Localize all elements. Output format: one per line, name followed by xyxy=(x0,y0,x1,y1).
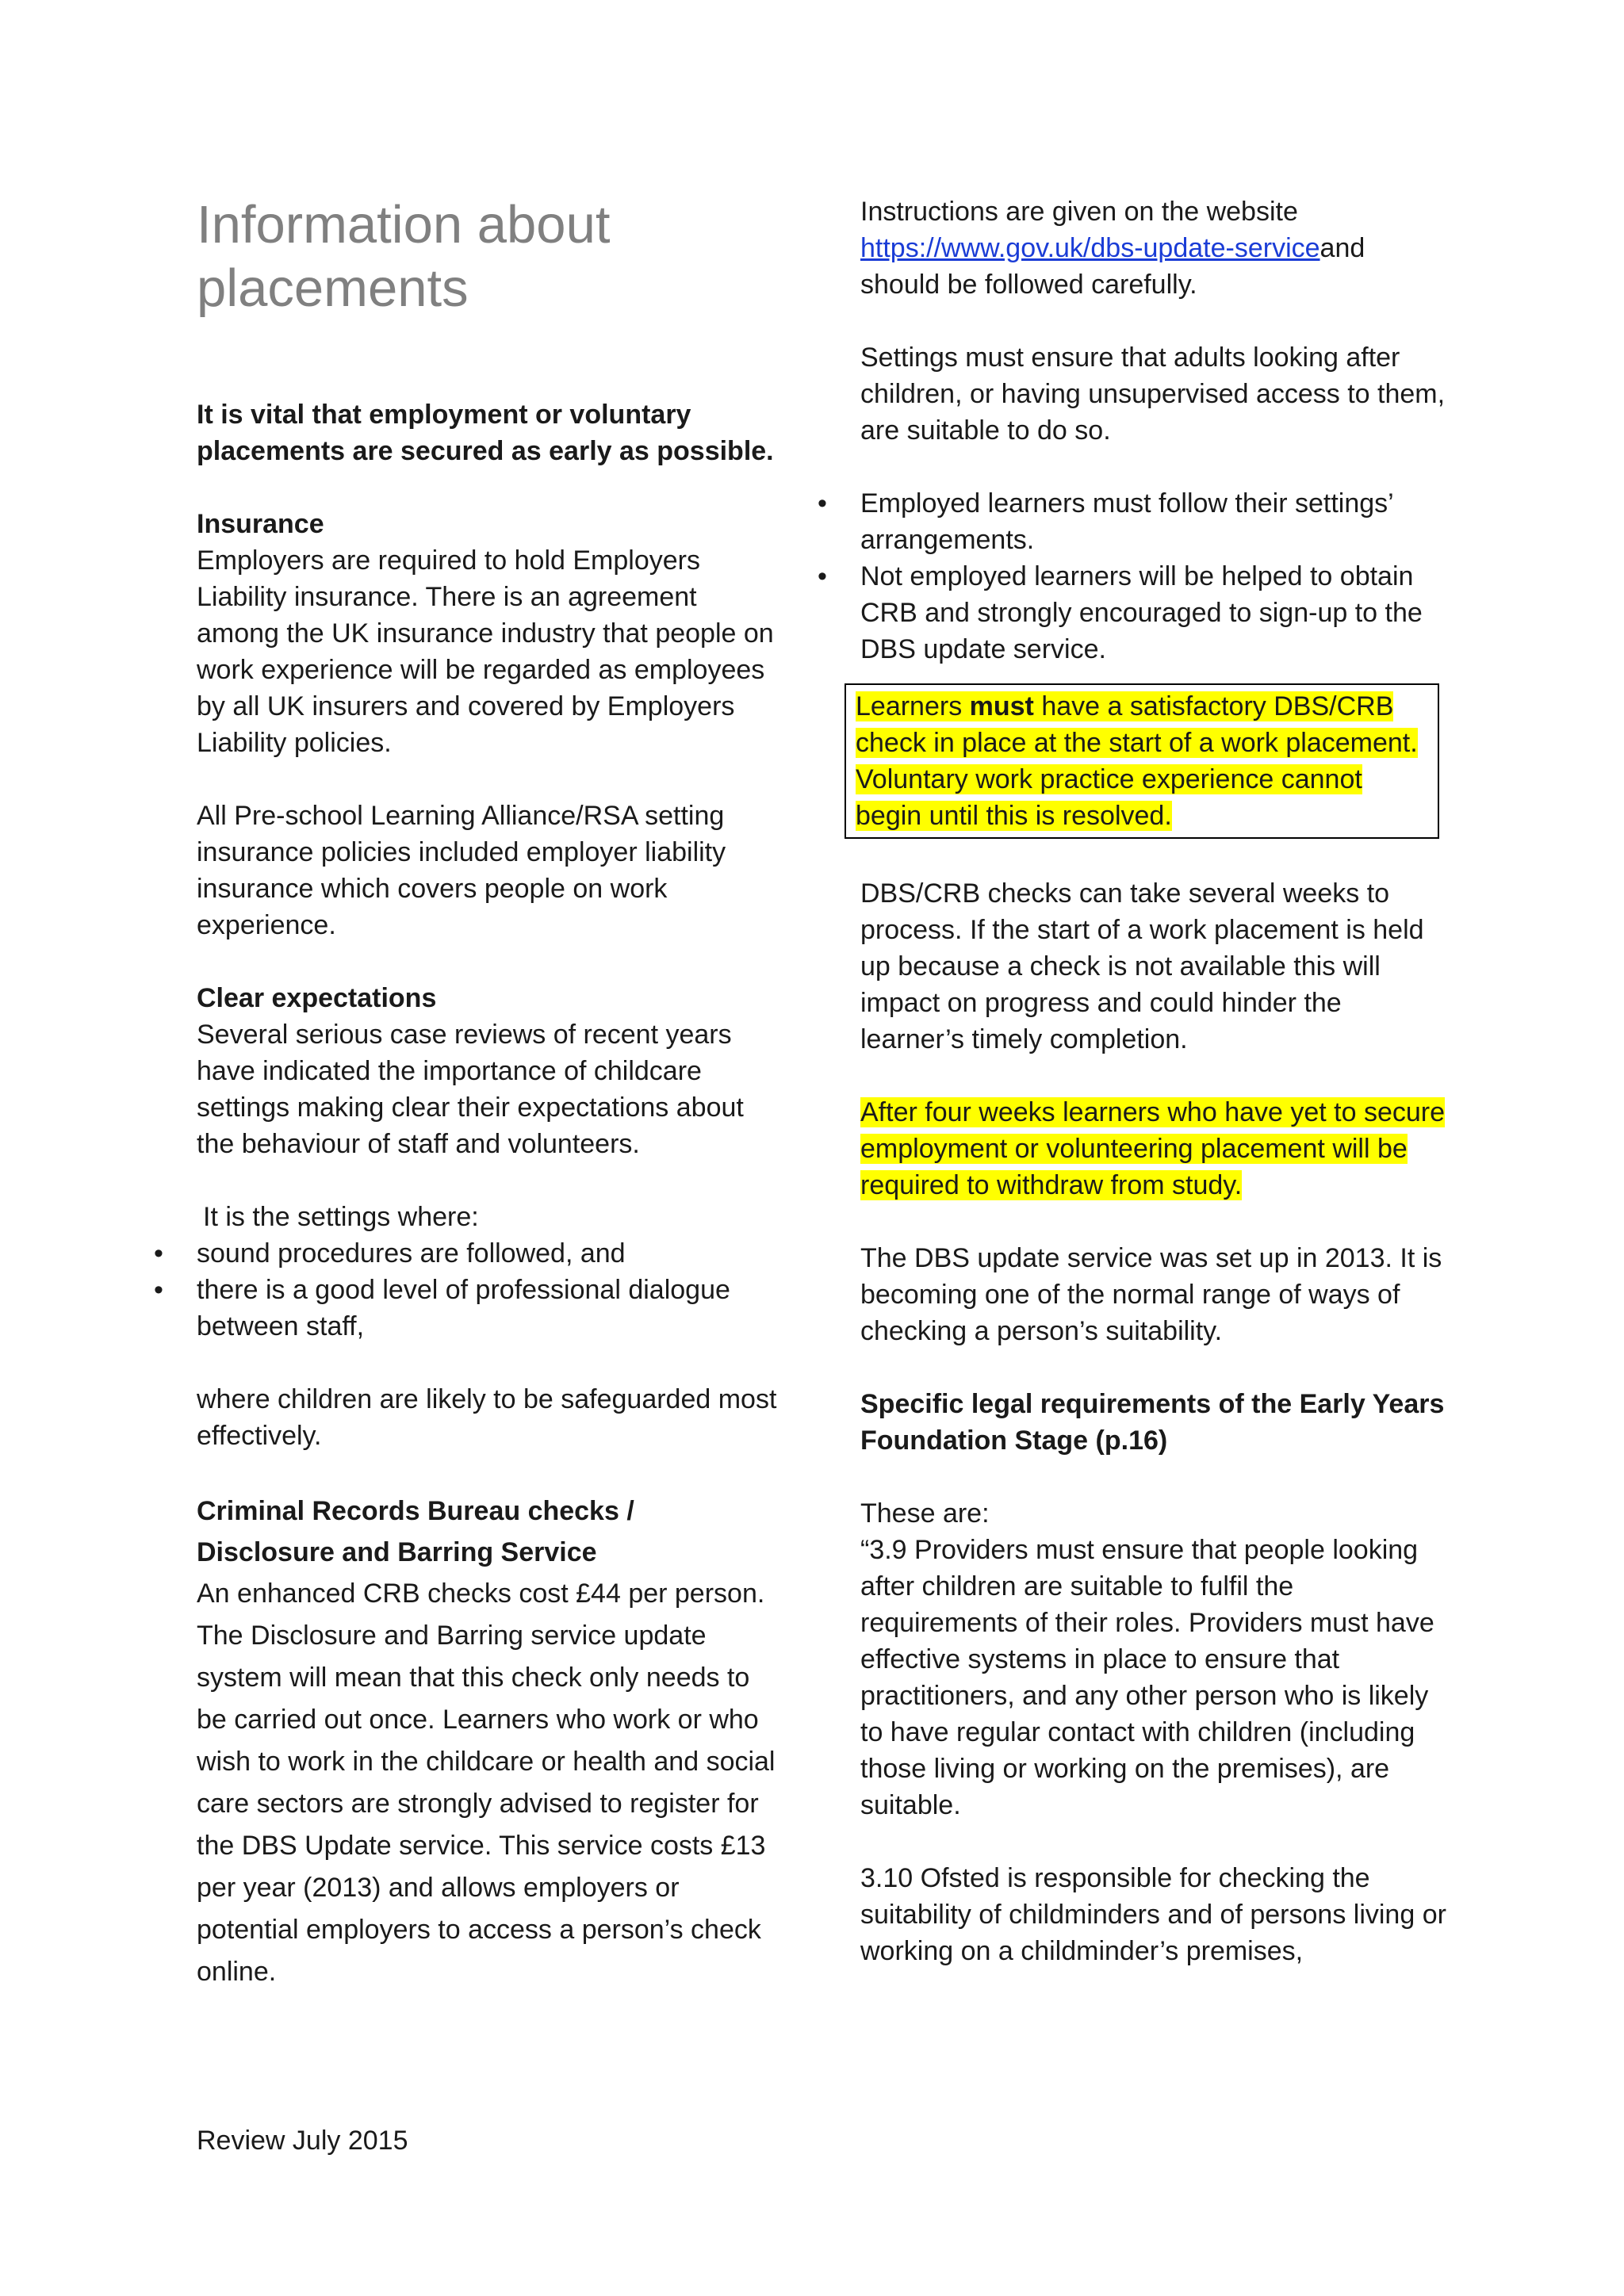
dbs-update-service-link[interactable]: https://www.gov.uk/dbs-update-service xyxy=(860,233,1320,263)
psla-insurance-text: All Pre-school Learning Alliance/RSA setting insurance policies included employer liability insurance which covers people on work experience. xyxy=(197,801,726,940)
dbs-requirement-box xyxy=(845,683,1439,839)
dbs-requirement-text: Learners must have a satisfactory DBS/CRB check in place at the start of a work placement. Voluntary work practice experience cannot begin until this is resolved. xyxy=(856,691,1418,831)
bullet-icon: • xyxy=(154,1238,163,1269)
learner-bullet-list xyxy=(818,485,1447,668)
these-are-text: These are: xyxy=(860,1498,990,1529)
instructions-text: Instructions are given on the website https://www.gov.uk/dbs-update-serviceand should be followed carefully. xyxy=(860,197,1365,300)
list-item: • sound procedures are followed, and xyxy=(197,1235,783,1272)
four-weeks-warning: After four weeks learners who have yet to secure employment or volunteering placement will be required to withdraw from study. xyxy=(860,1097,1446,1200)
settings-tail: where children are likely to be safeguarded most effectively. xyxy=(197,1384,777,1451)
settings-ensure-text: Settings must ensure that adults looking after children, or having unsupervised access to them, are suitable to do so. xyxy=(860,342,1446,446)
clear-expectations-heading: Clear expectations xyxy=(197,983,437,1013)
right-column xyxy=(818,193,1447,1969)
insurance-text: Employers are required to hold Employers Liability insurance. There is an agreement among the UK insurance industry that people on work experience will be regarded as employees by all UK insurers and covered by Employers Liability policies. xyxy=(197,545,774,758)
list-item: • Employed learners must follow their settings’ arrangements. xyxy=(860,485,1447,558)
eyfs-heading: Specific legal requirements of the Early Years Foundation Stage (p.16) xyxy=(860,1389,1445,1456)
dbs-weeks-text: DBS/CRB checks can take several weeks to process. If the start of a work placement is held up because a check is not available this will impact on progress and could hinder the learner’s timely completion. xyxy=(860,878,1424,1054)
footer-review-date: Review July 2015 xyxy=(197,2126,408,2156)
bullet-icon: • xyxy=(818,488,827,519)
clear-expectations-text: Several serious case reviews of recent years have indicated the importance of childcare settings making clear their expectations about the behaviour of staff and volunteers. xyxy=(197,1020,744,1159)
update-service-text: The DBS update service was set up in 2013. It is becoming one of the normal range of ways of checking a person’s suitability. xyxy=(860,1243,1442,1346)
page-title: Information about placements xyxy=(197,195,611,318)
settings-lead: It is the settings where: xyxy=(203,1202,479,1232)
list-item: • there is a good level of professional dialogue between staff, xyxy=(197,1272,783,1345)
crb-heading-line-1: Criminal Records Bureau checks / xyxy=(197,1496,634,1526)
crb-heading-line-2: Disclosure and Barring Service xyxy=(197,1537,597,1567)
insurance-heading: Insurance xyxy=(197,509,324,539)
intro-statement: It is vital that employment or voluntary placements are secured as early as possible. xyxy=(197,400,774,466)
requirement-3-10: 3.10 Ofsted is responsible for checking the suitability of childminders and of persons living or working on a childminder’s premises, xyxy=(860,1863,1446,1966)
settings-bullet-list xyxy=(154,1235,783,1345)
bullet-icon: • xyxy=(818,561,827,591)
requirement-3-9: “3.9 Providers must ensure that people looking after children are suitable to fulfil the requirements of their roles. Providers must have effective systems in place to ensure that practitioners, and any other person who is likely to have regular contact with children (including those living or working on the premises), are suitable. xyxy=(860,1535,1434,1820)
bullet-icon: • xyxy=(154,1275,163,1305)
list-item: • Not employed learners will be helped to obtain CRB and strongly encouraged to sign-up to the DBS update service. xyxy=(860,558,1447,668)
crb-text: An enhanced CRB checks cost £44 per person. The Disclosure and Barring service update system will mean that this check only needs to be carried out once. Learners who work or who wish to work in the childcare or health and social care sectors are strongly advised to register for the DBS Update service. This service costs £13 per year (2013) and allows employers or potential employers to access a person’s check online. xyxy=(197,1578,776,1987)
left-column xyxy=(154,193,783,1993)
